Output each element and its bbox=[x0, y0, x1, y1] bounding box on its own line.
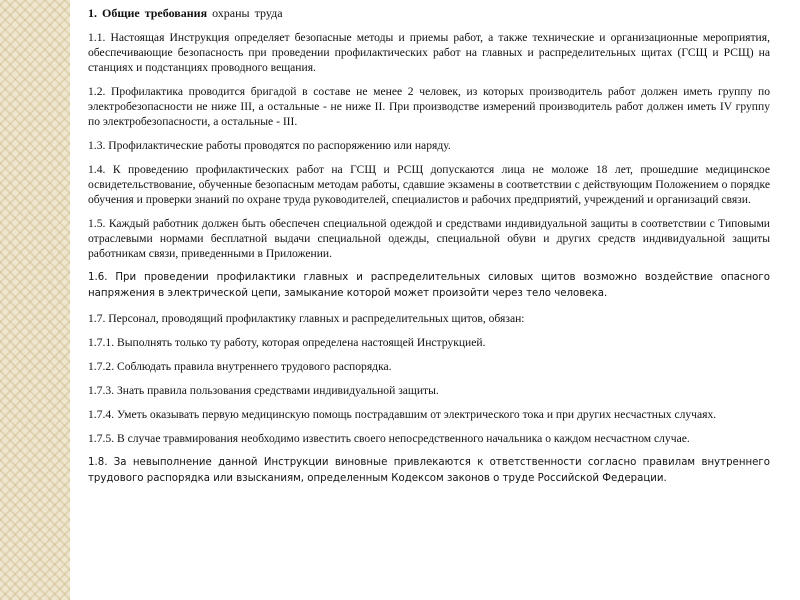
paragraph-1-5: 1.5. Каждый работник должен быть обеспечен специальной одеждой и средствами индивидуальной защиты в соответствии с Типовыми отраслевыми нормами бесплатной выдачи специальной одежды, специальной обуви и других средств индивидуальной защиты работникам связи, приведенными в Приложении. bbox=[88, 217, 770, 260]
section-heading bbox=[88, 6, 770, 21]
paragraph-1-6: 1.6. При проведении профилактики главных и распределительных силовых щитов возможно воздействие опасного напряжения в электрической цепи, замыкание которой может произойти через тело человека. bbox=[88, 272, 770, 299]
paragraph-1-7-1: 1.7.1. Выполнять только ту работу, которая определена настоящей Инструкцией. bbox=[88, 336, 486, 349]
paragraph-1-3: 1.3. Профилактические работы проводятся по распоряжению или наряду. bbox=[88, 139, 451, 152]
paragraph-1-7: 1.7. Персонал, проводящий профилактику главных и распределительных щитов, обязан: bbox=[88, 312, 525, 325]
heading-number: 1. bbox=[88, 6, 97, 20]
paragraph-1-1: 1.1. Настоящая Инструкция определяет безопасные методы и приемы работ, а также технические и организационные мероприятия, обеспечивающие безопасность при проведении профилактических работ на главных и распределительных щитах (ГСЩ и РСЩ) на станциях и подстанциях проводного вещания. bbox=[88, 31, 770, 74]
paragraph-1-2: 1.2. Профилактика проводится бригадой в составе не менее 2 человек, из которых производитель работ должен иметь группу по электробезопасности не ниже III, а остальные - не ниже II. При производстве измерений производитель работ должен иметь IV группу по электробезопасности, а остальные - III. bbox=[88, 85, 770, 128]
decorative-side-pattern bbox=[0, 0, 70, 600]
paragraph-1-7-4: 1.7.4. Уметь оказывать первую медицинскую помощь пострадавшим от электрического тока и при других несчастных случаях. bbox=[88, 408, 717, 421]
paragraph-1-8: 1.8. За невыполнение данной Инструкции виновные привлекаются к ответственности согласно правилам внутреннего трудового распорядка или взысканиям, определенным Кодексом законов о труде Российской Федерации. bbox=[88, 457, 770, 484]
paragraph-1-7-5: 1.7.5. В случае травмирования необходимо известить своего непосредственного начальника о каждом несчастном случае. bbox=[88, 432, 690, 445]
paragraph-1-4: 1.4. К проведению профилактических работ на ГСЩ и РСЩ допускаются лица не моложе 18 лет, прошедшие медицинское освидетельствование, обученные безопасным методам работы, сдавшие экзамены в соответствии с действующим Положением о порядке обучения и проверки знаний по охране труда руководителей, специалистов и рабочих предприятий, учреждений и организаций связи. bbox=[88, 163, 770, 206]
heading-rest-text: охраны труда bbox=[212, 6, 283, 20]
paragraph-1-7-3: 1.7.3. Знать правила пользования средствами индивидуальной защиты. bbox=[88, 384, 439, 397]
paragraph-1-7-2: 1.7.2. Соблюдать правила внутреннего трудового распорядка. bbox=[88, 360, 392, 373]
heading-bold-text: Общие требования bbox=[102, 6, 208, 20]
document-body bbox=[88, 6, 770, 496]
